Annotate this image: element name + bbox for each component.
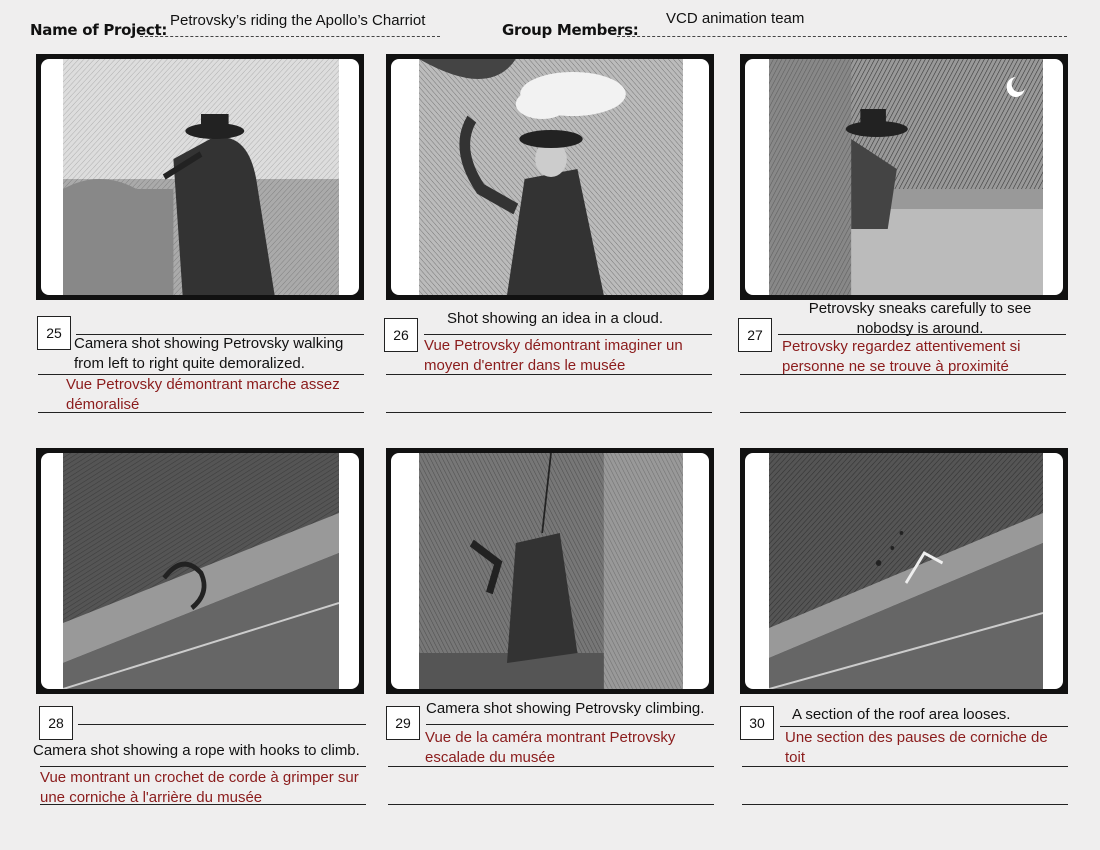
- panel-28-caption-fr: Vue montrant un crochet de corde à grimper sur une corniche à l'arrière du musée: [40, 769, 359, 806]
- panel-30-caption-en: A section of the roof area looses.: [792, 706, 1011, 723]
- sketch-petrovsky-sneaking: [769, 59, 1043, 295]
- panel-25-caption-fr: Vue Petrovsky démontrant marche assez démoralisé: [66, 376, 340, 413]
- panel-number-25: 25: [37, 316, 71, 350]
- panel-25-caption-en: Camera shot showing Petrovsky walking from left to right quite demoralized.: [74, 335, 344, 372]
- project-name-line: [140, 36, 440, 37]
- group-members-value: VCD animation team: [666, 10, 805, 27]
- sketch-petrovsky-walking: [63, 59, 339, 295]
- storyboard-frame-29: [386, 448, 714, 694]
- panel-30-rule-1: [780, 726, 1068, 727]
- group-members-label: Group Members:: [502, 21, 639, 39]
- panel-26-rule-3: [386, 412, 712, 413]
- storyboard-frame-27: [740, 54, 1068, 300]
- sketch-petrovsky-idea-cloud: [419, 59, 683, 295]
- project-name-value: Petrovsky’s riding the Apollo’s Charriot: [170, 12, 426, 29]
- panel-27-rule-1: [778, 334, 1066, 335]
- panel-number-30: 30: [740, 706, 774, 740]
- panel-28-rule-1: [78, 724, 366, 725]
- storyboard-frame-30: [740, 448, 1068, 694]
- sketch-roof-section-loose: [769, 453, 1043, 689]
- panel-29-rule-3: [388, 804, 714, 805]
- storyboard-frame-25: [36, 54, 364, 300]
- panel-27-rule-3: [740, 412, 1066, 413]
- panel-26-caption-fr: Vue Petrovsky démontrant imaginer un moyen d'entrer dans le musée: [424, 337, 683, 374]
- panel-27-caption-en: Petrovsky sneaks carefully to see nobodsy is around.: [808, 300, 1032, 337]
- panel-29-caption-en: Camera shot showing Petrovsky climbing.: [426, 700, 705, 717]
- sketch-petrovsky-climbing: [419, 453, 683, 689]
- panel-number-26: 26: [384, 318, 418, 352]
- panel-28-rule-2: [40, 766, 366, 767]
- storyboard-frame-28: [36, 448, 364, 694]
- project-name-label: Name of Project:: [30, 21, 168, 39]
- panel-number-28: 28: [39, 706, 73, 740]
- panel-26-caption-en: Shot showing an idea in a cloud.: [447, 310, 663, 327]
- panel-29-caption-fr: Vue de la caméra montrant Petrovsky escalade du musée: [425, 729, 676, 766]
- panel-number-29: 29: [386, 706, 420, 740]
- panel-28-caption-en: Camera shot showing a rope with hooks to climb.: [33, 742, 360, 759]
- panel-27-caption-fr: Petrovsky regardez attentivement si personne ne se trouve à proximité: [782, 338, 1021, 375]
- group-members-line: [617, 36, 1067, 37]
- panel-30-rule-3: [742, 804, 1068, 805]
- panel-29-rule-1: [426, 724, 714, 725]
- panel-number-27: 27: [738, 318, 772, 352]
- storyboard-frame-26: [386, 54, 714, 300]
- panel-30-caption-fr: Une section des pauses de corniche de toit: [785, 729, 1048, 766]
- sketch-rope-hooks: [63, 453, 339, 689]
- panel-26-rule-1: [424, 334, 712, 335]
